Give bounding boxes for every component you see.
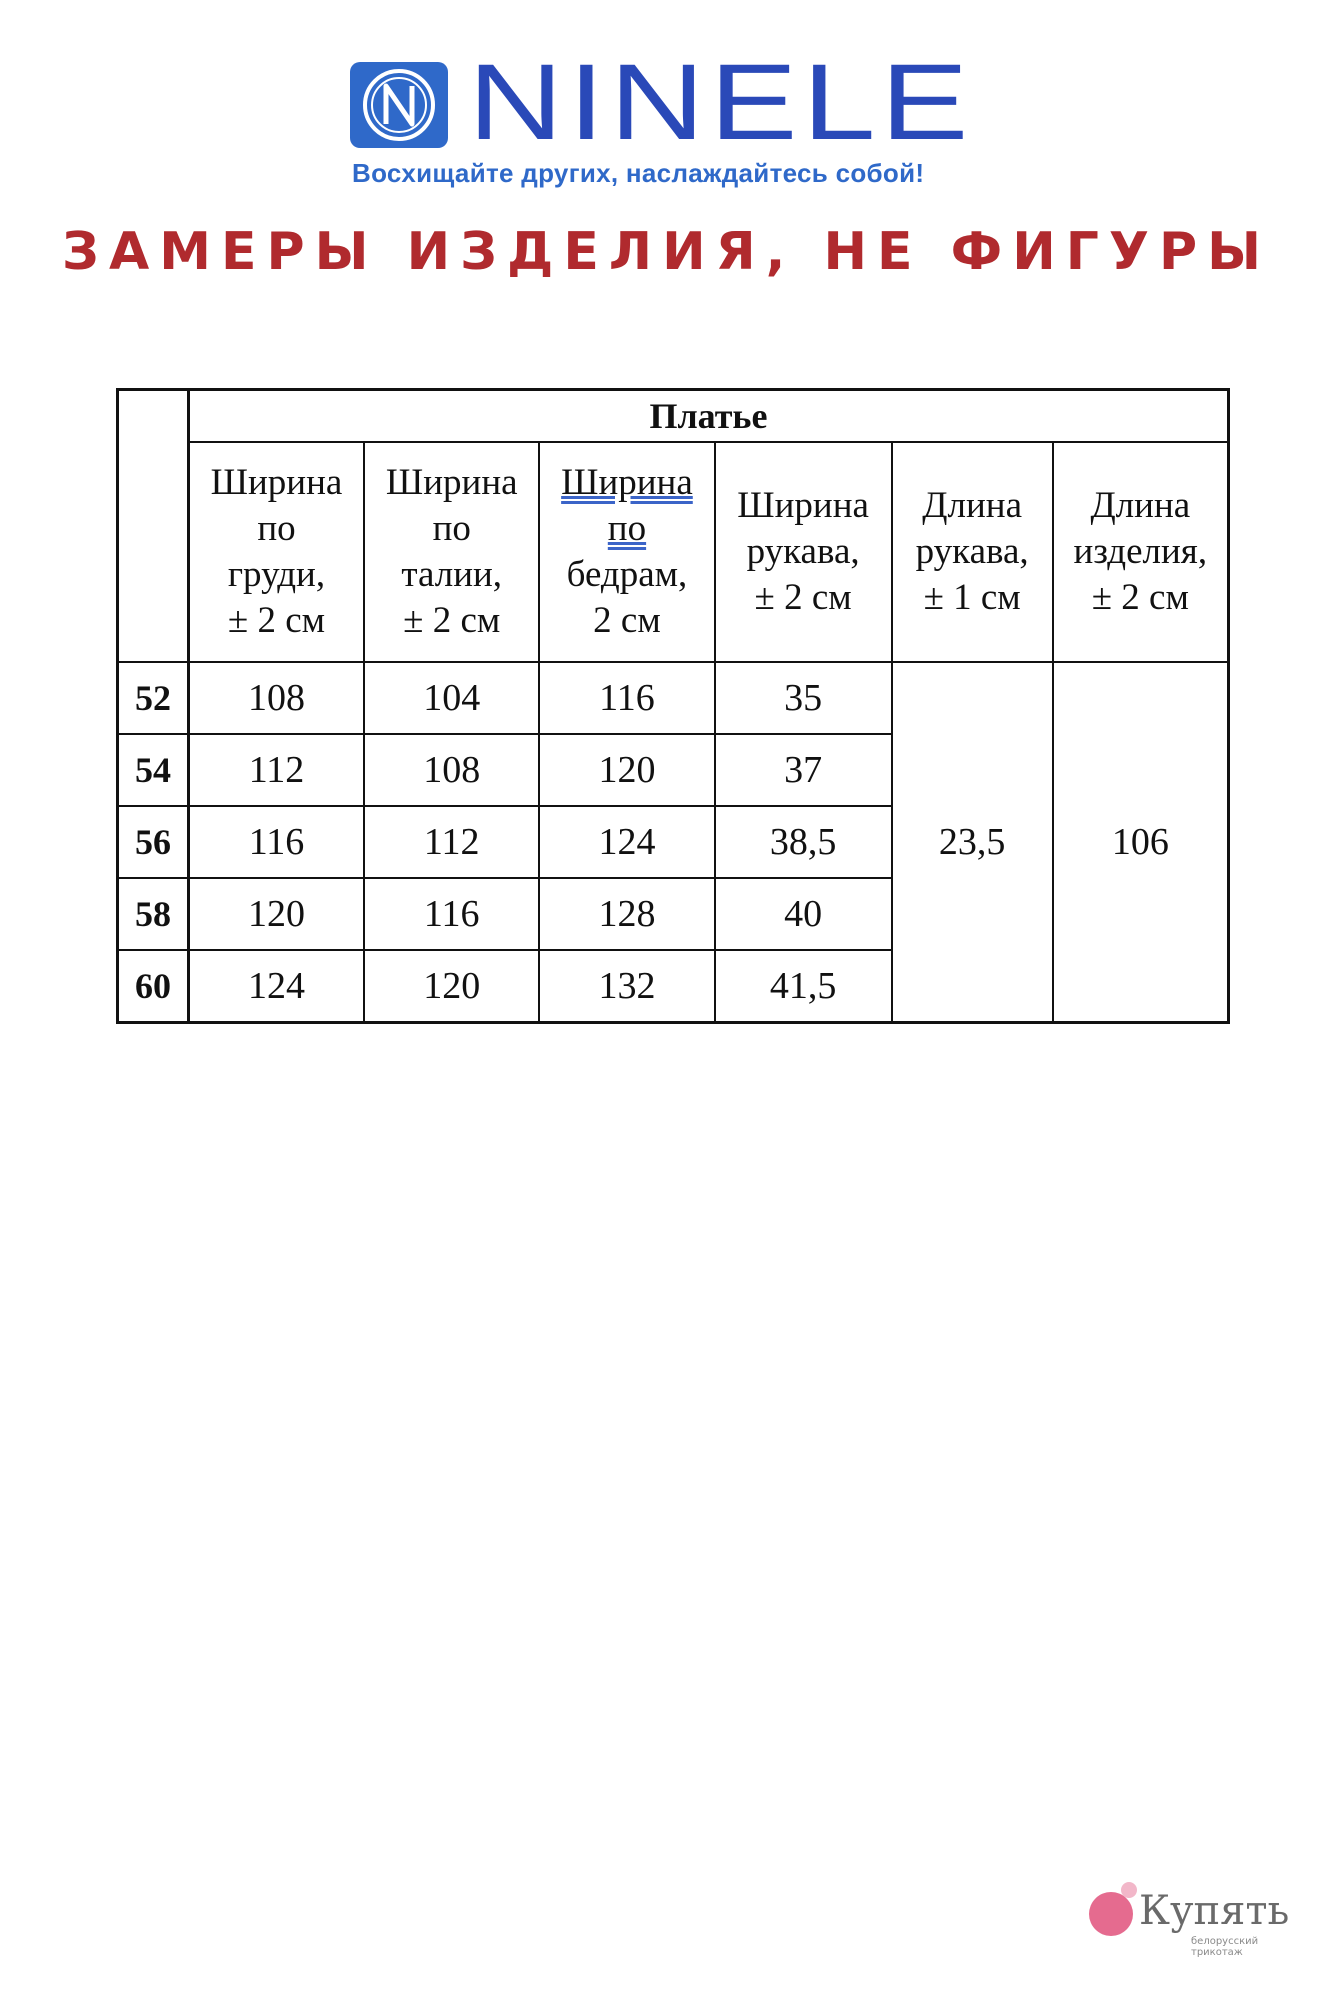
sleeve-width-cell: 37 — [715, 734, 892, 806]
brand-name: NINELE — [468, 41, 974, 162]
page-title: ЗАМЕРЫ ИЗДЕЛИЯ, НЕ ФИГУРЫ — [62, 222, 1271, 282]
size-table — [116, 388, 1230, 1024]
header-waist-width: Ширина по талии, ± 2 см — [364, 442, 539, 662]
header-hips-width: Ширина по бедрам, 2 см — [539, 442, 714, 662]
table-corner — [118, 390, 189, 663]
hips-cell: 116 — [539, 662, 714, 734]
waist-cell: 104 — [364, 662, 539, 734]
size-cell: 54 — [118, 734, 189, 806]
hips-cell: 120 — [539, 734, 714, 806]
sleeve-width-cell: 40 — [715, 878, 892, 950]
waist-cell: 108 — [364, 734, 539, 806]
brand-slogan: Восхищайте других, наслаждайтесь собой! — [352, 158, 925, 188]
header-sleeve-length: Длина рукава, ± 1 см — [892, 442, 1053, 662]
size-cell: 58 — [118, 878, 189, 950]
watermark-badge-icon — [1121, 1882, 1137, 1898]
product-length-cell: 106 — [1053, 662, 1229, 1023]
table-title: Платье — [188, 390, 1228, 443]
watermark-subtitle: белорусский трикотаж — [1191, 1936, 1259, 1958]
waist-cell: 120 — [364, 950, 539, 1023]
size-cell: 52 — [118, 662, 189, 734]
chest-cell: 120 — [188, 878, 364, 950]
brand-logo — [350, 41, 1000, 195]
chest-cell: 124 — [188, 950, 364, 1023]
chest-cell: 116 — [188, 806, 364, 878]
header-chest-width: Ширина по груди, ± 2 см — [188, 442, 364, 662]
logo-emblem-icon — [350, 62, 448, 148]
chest-cell: 108 — [188, 662, 364, 734]
hips-cell: 124 — [539, 806, 714, 878]
waist-cell: 112 — [364, 806, 539, 878]
size-cell: 56 — [118, 806, 189, 878]
watermark-logo — [1083, 1880, 1293, 1956]
sleeve-length-cell: 23,5 — [892, 662, 1053, 1023]
header-sleeve-width: Ширина рукава, ± 2 см — [715, 442, 892, 662]
sleeve-width-cell: 41,5 — [715, 950, 892, 1023]
waist-cell: 116 — [364, 878, 539, 950]
table-row — [118, 662, 1229, 734]
sleeve-width-cell: 35 — [715, 662, 892, 734]
sleeve-width-cell: 38,5 — [715, 806, 892, 878]
hips-cell: 132 — [539, 950, 714, 1023]
chest-cell: 112 — [188, 734, 364, 806]
hips-cell: 128 — [539, 878, 714, 950]
header-product-length: Длина изделия, ± 2 см — [1053, 442, 1229, 662]
size-cell: 60 — [118, 950, 189, 1023]
watermark-name: Купять — [1139, 1888, 1290, 1934]
watermark-circle-icon — [1089, 1892, 1133, 1936]
